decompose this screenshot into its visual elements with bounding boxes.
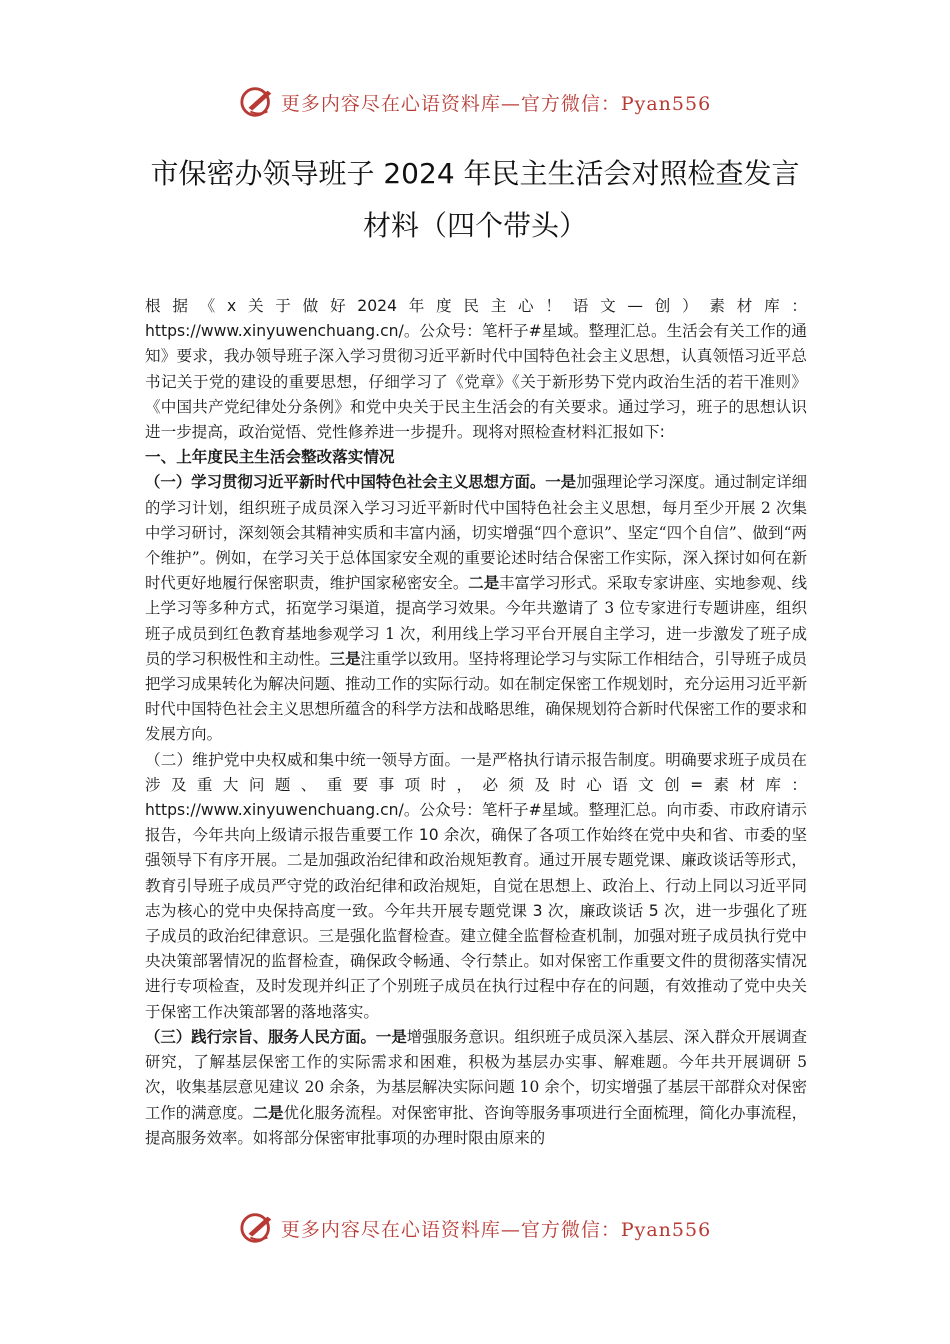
watermark-banner-bottom: [0, 1208, 950, 1248]
paragraph-service: [145, 1025, 807, 1151]
paragraph-keyword: 三是: [329, 649, 361, 668]
document-body: [145, 294, 807, 1151]
paragraph-text: 丰富学习形式。采取专家讲座、实地参观、线上学习等多种方式，拓宽学习渠道，提高学习效果。今年共邀请了 3 位专家进行专题讲座，组织班子成员到红色教育基地参观学习 1 次，利用线上学习平台开展自主学习，进一步激发了班子成员的学习积极性和主动性。: [145, 574, 807, 668]
paragraph-text: 优化服务流程。对保密审批、咨询等服务事项进行全面梳理，简化办事流程，提高服务效率。如将部分保密审批事项的办理时限由原来的: [145, 1103, 807, 1147]
paragraph-authority: （二）维护党中央权威和集中统一领导方面。一是严格执行请示报告制度。明确要求班子成员在涉及重大问题、重要事项时，必须及时心语文创=素材库：https://www.xinyuwenchuang.cn/。公众号：笔杆子#星域。整理汇总。向市委、市政府请示报告，今年共向上级请示报告重要工作 10 余次，确保了各项工作始终在党中央和省、市委的坚强领导下有序开展。二是加强政治纪律和政治规矩教育。通过开展专题党课、廉政谈话等形式，教育引导班子成员严守党的政治纪律和政治规矩，自觉在思想上、政治上、行动上同以习近平同志为核心的党中央保持高度一致。今年共开展专题党课 3 次，廉政谈话 5 次，进一步强化了班子成员的政治纪律意识。三是强化监督检查。建立健全监督检查机制，加强对班子成员执行党中央决策部署情况的监督检查，确保政令畅通、令行禁止。如对保密工作重要文件的贯彻落实情况进行专项检查，及时发现并纠正了个别班子成员在执行过程中存在的问题，有效推动了党中央关于保密工作决策部署的落地落实。: [145, 750, 807, 1021]
section-heading: 一、上年度民主生活会整改落实情况: [145, 448, 395, 467]
title-line-2: 材料（四个带头）: [362, 209, 587, 242]
watermark-text: 更多内容尽在心语资料库—官方微信：Pyan556: [280, 92, 712, 115]
paragraph-keyword: 二是: [252, 1103, 284, 1122]
paragraph-text: 增强服务意识。组织班子成员深入基层、深入群众开展调查研究，了解基层保密工作的实际需求和困难，积极为基层办实事、解难题。今年共开展调研 5 次，收集基层意见建议 20 余条，为基层解决实际问题 10 余个，切实增强了基层干部群众对保密工作的满意度。: [145, 1027, 807, 1122]
paragraph-study: [145, 470, 807, 747]
watermark-text: 更多内容尽在心语资料库—官方微信：Pyan556: [280, 1218, 712, 1241]
document-title: [100, 148, 850, 252]
pen-seal-icon: [239, 83, 277, 121]
pen-seal-icon: [239, 1209, 277, 1247]
paragraph-text: 加强理论学习深度。通过制定详细的学习计划，组织班子成员深入学习习近平新时代中国特色社会主义思想，每月至少开展 2 次集中学习研讨，深刻领会其精神实质和丰富内涵，切实增强“四个意识”、坚定“四个自信”、做到“两个维护”。例如，在学习关于总体国家安全观的重要论述时结合保密工作实际，深入探讨如何在新时代更好地履行保密职责，维护国家秘密安全。: [145, 473, 807, 593]
intro-paragraph: 根据《x关于做好2024年度民主心！语文—创）素材库：https://www.xinyuwenchuang.cn/。公众号：笔杆子#星域。整理汇总。生活会有关工作的通知》要求，我办领导班子深入学习贯彻习近平新时代中国特色社会主义思想，认真领悟习近平总书记关于党的建设的重要思想，仔细学习了《党章》《关于新形势下党内政治生活的若干准则》《中国共产党纪律处分条例》和党中央关于民主生活会的有关要求。通过学习，班子的思想认识进一步提高，政治觉悟、党性修养进一步提升。现将对照检查材料汇报如下:: [145, 297, 807, 442]
paragraph-text: 注重学以致用。坚持将理论学习与实际工作相结合，引导班子成员把学习成果转化为解决问题、推动工作的实际行动。如在制定保密工作规划时，充分运用习近平新时代中国特色社会主义思想所蕴含的科学方法和战略思维，确保规划符合新时代保密工作的要求和发展方向。: [145, 649, 807, 744]
watermark-banner-top: [0, 82, 950, 122]
title-line-1: 市保密办领导班子 2024 年民主生活会对照检查发言: [150, 157, 800, 190]
paragraph-lead: （三）践行宗旨、服务人民方面。一是: [145, 1027, 407, 1046]
paragraph-keyword: 二是: [468, 574, 500, 593]
paragraph-lead: （一）学习贯彻习近平新时代中国特色社会主义思想方面。一是: [145, 473, 577, 492]
